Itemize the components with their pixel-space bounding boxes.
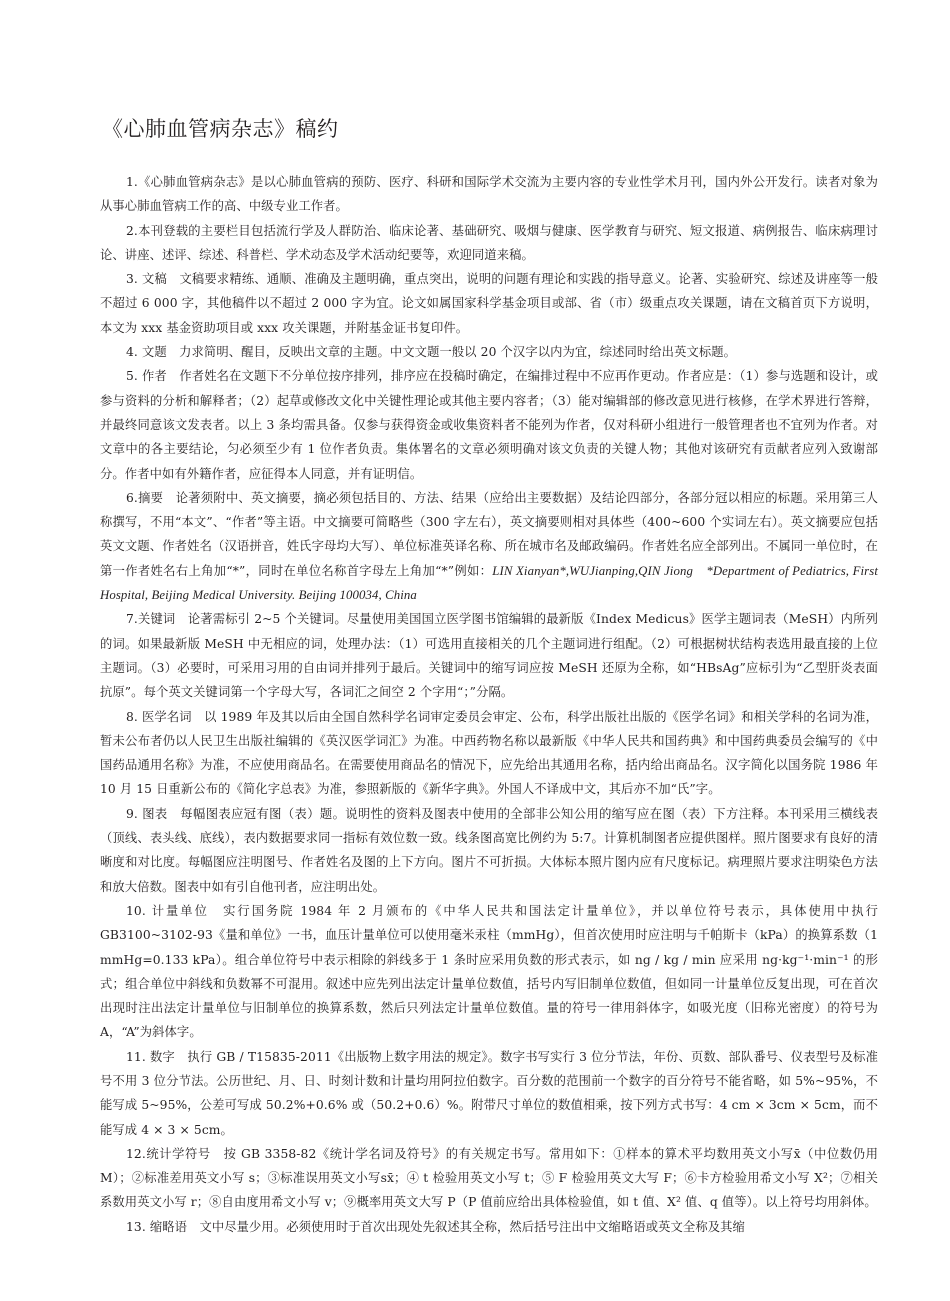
paragraph-11-numbers: 11. 数字 执行 GB / T15835-2011《出版物上数字用法的规定》。数字书写实行 3 位分节法，年份、页数、部队番号、仪表型号及标准号不用 3 位分节法。公历世纪、月、日、时刻计数和计量均用阿拉伯数字。百分数的范围前一个数字的百分符号不能省略，如 5%~95%，不能写成 5~95%，公差可写成 50.2%+0.6% 或（50.2+0.6）%。附带尺寸单位的数值相乘，按下列方式书写：4 cm × 3cm × 5cm，而不能写成 4 × 3 × 5cm。 xyxy=(100,1049,878,1137)
paragraph-3-manuscript: 3. 文稿 文稿要求精练、通顺、准确及主题明确，重点突出，说明的问题有理论和实践的指导意义。论著、实验研究、综述及讲座等一般不超过 6 000 字，其他稿件以不超过 2 000 字为宜。论文如属国家科学基金项目或部、省（市）级重点攻关课题，请在文稿首页下方说明，本文为 xxx 基金资助项目或 xxx 攻关课题，并附基金证书复印件。 xyxy=(100,272,878,335)
abstract-text: 6.摘要 论著须附中、英文摘要，摘必须包括目的、方法、结果（应给出主要数据）及结论四部分，各部分冠以相应的标题。采用第三人称撰写，不用“本文”、“作者”等主语。中文摘要可简略些（300 字左右），英文摘要则相对具体些（400~600 个实词左右）。英文摘要应包括英文文题、作者姓名（汉语拼音，姓氏字母均大写）、单位标准英译名称、所在城市名及邮政编码。作者姓名应全部列出。不属同一单位时，在第一作者姓名右上角加“*”，同时在单位名称首字母左上角加“*”例如： xyxy=(100,490,878,578)
page-title: 《心肺血管病杂志》稿约 xyxy=(102,117,339,141)
abstract-english-example: LIN Xianyan*,WUJianping,QIN Jiong *Department of Pediatrics, First Hospital, Beijing Medical University. Beijing 100034, China xyxy=(100,563,878,603)
paragraph-2-columns: 2.本刊登载的主要栏目包括流行学及人群防治、临床论著、基础研究、吸烟与健康、医学教育与研究、短文报道、病例报告、临床病理讨论、讲座、述评、综述、科普栏、学术动态及学术活动纪要等，欢迎同道来稿。 xyxy=(100,223,878,262)
paragraph-1-journal-scope: 1.《心肺血管病杂志》是以心肺血管病的预防、医疗、科研和国际学术交流为主要内容的专业性学术月刊，国内外公开发行。读者对象为从事心肺血管病工作的高、中级专业工作者。 xyxy=(100,175,878,214)
paragraph-7-keywords: 7.关键词 论著需标引 2~5 个关键词。尽量使用美国国立医学图书馆编辑的最新版《Index Medicus》医学主题词表（MeSH）内所列的词。如果最新版 MeSH 中无相应的词，处理办法：（1）可选用直接相关的几个主题词进行组配。（2）可根据树状结构表选用最直接的上位主题词。（3）必要时，可采用习用的自由词并排列于最后。关键词中的缩写词应按 MeSH 还原为全称，如“HBsAg”应标引为“乙型肝炎表面抗原”。每个英文关键词第一个字母大写，各词汇之间空 2 个字用“；”分隔。 xyxy=(100,612,878,700)
paragraph-13-abbreviations: 13. 缩略语 文中尽量少用。必须使用时于首次出现处先叙述其全称，然后括号注出中文缩略语或英文全称及其缩 xyxy=(126,1219,745,1234)
paragraph-6-abstract xyxy=(100,486,878,607)
paragraph-4-title: 4. 文题 力求简明、醒目，反映出文章的主题。中文文题一般以 20 个汉字以内为宜，综述同时给出英文标题。 xyxy=(126,345,737,360)
paragraph-10-units: 10. 计量单位 实行国务院 1984 年 2 月颁布的《中华人民共和国法定计量单位》，并以单位符号表示，具体使用中执行 GB3100~3102-93《量和单位》一书，血压计量单位可以使用毫米汞柱（mmHg），但首次使用时应注明与千帕斯卡（kPa）的换算系数（1 mmHg=0.133 kPa）。组合单位符号中表示相除的斜线多于 1 条时应采用负数的形式表示，如 ng / kg / min 应采用 ng·kg⁻¹·min⁻¹ 的形式；组合单位中斜线和负数幂不可混用。叙述中应先列出法定计量单位数值，括号内写旧制单位数值，但如同一计量单位反复出现，可在首次出现时注出法定计量单位与旧制单位的换算系数，然后只列法定计量单位数值。量的符号一律用斜体字，如吸光度（旧称光密度）的符号为 A，“A”为斜体字。 xyxy=(100,903,878,1040)
paragraph-8-medical-terms: 8. 医学名词 以 1989 年及其以后由全国自然科学名词审定委员会审定、公布，科学出版社出版的《医学名词》和相关学科的名词为准，暂未公布者仍以人民卫生出版社编辑的《英汉医学词汇》为准。中西药物名称以最新版《中华人民共和国药典》和中国药典委员会编写的《中国药品通用名称》为准，不应使用商品名。在需要使用商品名的情况下，应先给出其通用名称，括内给出商品名。汉字简化以国务院 1986 年 10 月 15 日重新公布的《简化字总表》为准，参照新版的《新华字典》。外国人不译成中文，其后亦不加“氏”字。 xyxy=(100,709,878,797)
paragraph-5-authors: 5. 作者 作者姓名在文题下不分单位按序排列，排序应在投稿时确定，在编排过程中不应再作更动。作者应是：（1）参与选题和设计，或参与资料的分析和解释者；（2）起草或修改文化中关键性理论或其他主要内容者；（3）能对编辑部的修改意见进行核修，在学术界进行答辩，并最终同意该文发表者。以上 3 条均需具备。仅参与获得资金或收集资料者不能列为作者，仅对科研小组进行一般管理者也不宜列为作者。对文章中的各主要结论，匀必须至少有 1 位作者负责。集体署名的文章必须明确对该文负责的关键人物；其他对该研究有贡献者应列入致谢部分。作者中如有外籍作者，应征得本人同意，并有证明信。 xyxy=(100,369,878,481)
paragraph-9-figures-tables: 9. 图表 每幅图表应冠有图（表）题。说明性的资料及图表中使用的全部非公知公用的缩写应在图（表）下方注释。本刊采用三横线表（顶线、表头线、底线），表内数据要求同一指标有效位数一致。线条图高宽比例约为 5:7。计算机制图者应提供图样。照片图要求有良好的清晰度和对比度。每幅图应注明图号、作者姓名及图的上下方向。图片不可折损。大体标本照片图内应有尺度标记。病理照片要求注明染色方法和放大倍数。图表中如有引自他刊者，应注明出处。 xyxy=(100,806,878,894)
paragraph-12-statistics: 12.统计学符号 按 GB 3358-82《统计学名词及符号》的有关规定书写。常用如下：①样本的算术平均数用英文小写x̄（中位数仍用 M）；②标准差用英文小写 s；③标准误用英文小写sx̄；④ t 检验用英文小写 t；⑤ F 检验用英文大写 F；⑥卡方检验用希文小写 X²；⑦相关系数用英文小写 r；⑧自由度用希文小写 v；⑨概率用英文大写 P（P 值前应给出具体检验值，如 t 值、X² 值、q 值等）。以上符号均用斜体。 xyxy=(100,1146,878,1210)
guidelines-body xyxy=(100,170,878,1239)
